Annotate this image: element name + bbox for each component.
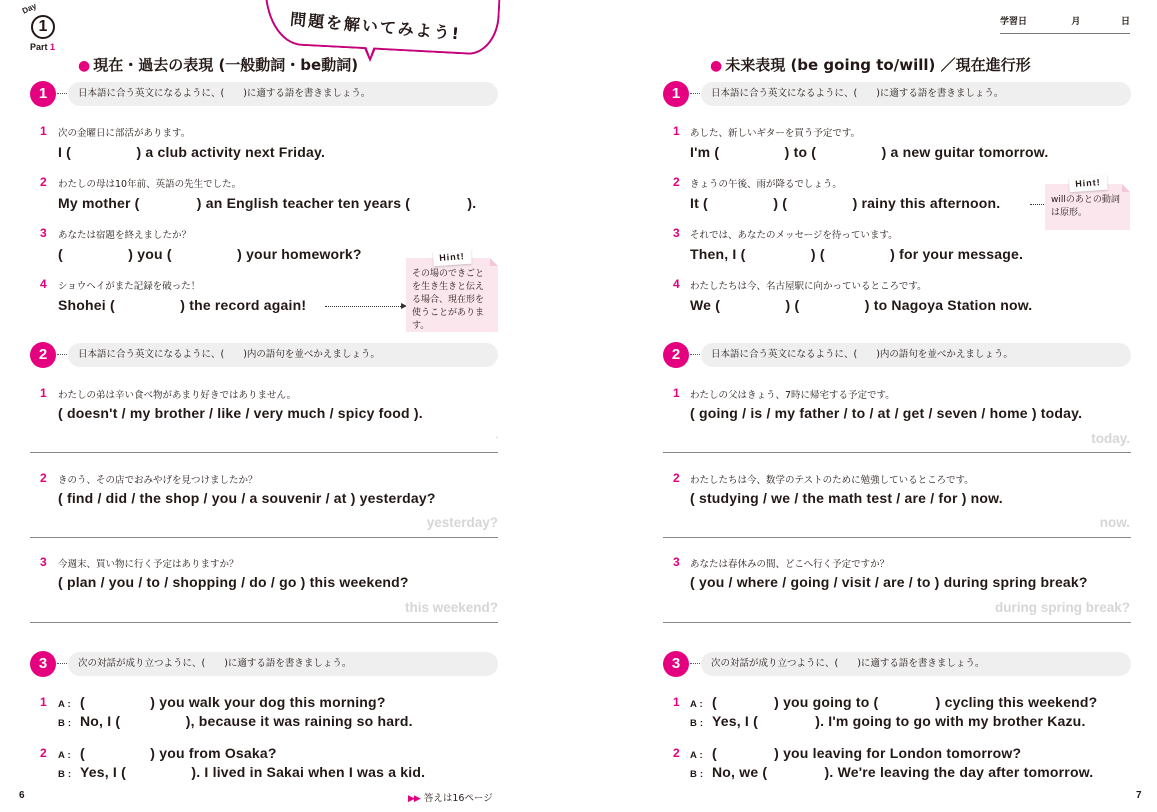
item-number: 2: [40, 175, 47, 189]
question-instruction: 日本語に合う英文になるように、( )に適する語を書きましょう。: [701, 82, 1131, 106]
item-number: 3: [40, 226, 47, 240]
item-number: 1: [673, 386, 680, 400]
speaker-a: A :: [58, 699, 71, 710]
answer-reference-link[interactable]: [408, 790, 493, 804]
item-japanese: きょうの午後、雨が降るでしょう。: [690, 179, 842, 190]
item-japanese: わたしの母は10年前、英語の先生でした。: [58, 179, 242, 190]
item-number: 1: [673, 695, 680, 709]
item-number: 3: [673, 555, 680, 569]
answer-suffix: now.: [1099, 515, 1130, 530]
question-instruction: 次の対話が成り立つように、( )に適する語を書きましょう。: [701, 652, 1131, 676]
page-number: 6: [19, 790, 25, 801]
item-number: 2: [673, 471, 680, 485]
item-japanese: わたしたちは今、名古屋駅に向かっているところです。: [690, 281, 927, 292]
item-number: 1: [40, 124, 47, 138]
item-english-scramble: ( plan / you / to / shopping / do / go ) this weekend?: [58, 574, 409, 590]
dialogue-line-a[interactable]: [690, 694, 1097, 710]
item-english-scramble: ( going / is / my father / to / at / get / seven / home ) today.: [690, 405, 1083, 421]
question-number-badge: 3: [30, 651, 56, 677]
question-instruction: 日本語に合う英文になるように、( )に適する語を書きましょう。: [68, 82, 498, 106]
dialogue-text: ( ) you going to ( ) cycling this weekend?: [712, 694, 1098, 710]
dotted-leader: [57, 663, 67, 664]
right-page: [640, 0, 1157, 812]
part-text: Part: [30, 42, 48, 52]
item-japanese: あなたは宿題を終えましたか？: [58, 230, 192, 241]
item-japanese: あなたは春休みの間、どこへ行く予定ですか？: [690, 559, 890, 570]
bubble-text: 問題を解いてみよう!: [289, 9, 462, 44]
item-number: 3: [673, 226, 680, 240]
item-japanese: わたしの弟は辛い食べ物があまり好きではありません。: [58, 390, 297, 401]
question-instruction: 日本語に合う英文になるように、( )内の語句を並べかえましょう。: [68, 343, 498, 367]
study-date[interactable]: [1000, 14, 1130, 34]
answer-line[interactable]: [663, 537, 1131, 538]
item-japanese: きのう、その店でおみやげを見つけましたか？: [58, 475, 258, 486]
item-number: 2: [673, 746, 680, 760]
speaker-a: A :: [690, 750, 703, 761]
item-english-scramble: ( find / did / the shop / you / a souvenir / at ) yesterday?: [58, 490, 436, 506]
item-english-blank[interactable]: My mother ( ) an English teacher ten years ( ).: [58, 195, 477, 211]
section-title-text: 現在・過去の表現 (一般動詞・be動詞): [93, 56, 359, 74]
answer-suffix: .: [495, 430, 498, 440]
dotted-leader: [690, 354, 700, 355]
item-english-scramble: ( studying / we / the math test / are / for ) now.: [690, 490, 1003, 506]
question-header-2: [30, 342, 498, 368]
speech-bubble-tail-fill: [366, 46, 374, 57]
dialogue-text: No, we ( ). We're leaving the day after tomorrow.: [712, 764, 1094, 780]
hint-text: その場のできごとを生き生きと伝える場合、現在形を使うことがあります。: [412, 269, 485, 331]
speaker-b: B :: [690, 769, 704, 780]
dotted-leader: [690, 93, 700, 94]
hint-text: willのあとの動詞は原形。: [1051, 195, 1120, 218]
question-header-2: [663, 342, 1131, 368]
study-date-label: 学習日: [1000, 17, 1028, 27]
dialogue-text: No, I ( ), because it was raining so hard.: [80, 713, 413, 729]
dialogue-line-b[interactable]: [58, 713, 413, 729]
item-number: 4: [673, 277, 680, 291]
study-date-month: 月: [1071, 17, 1081, 27]
part-number: 1: [50, 42, 56, 52]
answer-line[interactable]: [30, 452, 498, 453]
item-number: 2: [40, 746, 47, 760]
item-english-blank[interactable]: I'm ( ) to ( ) a new guitar tomorrow.: [690, 144, 1049, 160]
item-english-blank[interactable]: We ( ) ( ) to Nagoya Station now.: [690, 297, 1033, 313]
dialogue-text: Yes, I ( ). I'm going to go with my brother Kazu.: [712, 713, 1086, 729]
item-english-blank[interactable]: ( ) you ( ) your homework?: [58, 246, 362, 262]
hint-tag: Hint!: [1068, 175, 1106, 193]
speaker-b: B :: [690, 718, 704, 729]
answer-reference-text: 答えは16ページ: [423, 793, 493, 804]
question-header-3: [663, 651, 1131, 677]
dialogue-text: ( ) you walk your dog this morning?: [80, 694, 386, 710]
dialogue-line-a[interactable]: [58, 745, 277, 761]
hint-note: [1045, 177, 1130, 230]
question-header-3: [30, 651, 498, 677]
question-number-badge: 2: [30, 342, 56, 368]
item-english-scramble: ( doesn't / my brother / like / very much / spicy food ).: [58, 405, 423, 421]
speaker-a: A :: [690, 699, 703, 710]
answer-suffix: this weekend?: [404, 600, 498, 615]
day-label: Day: [20, 1, 38, 16]
double-arrow-icon: ▶▶: [408, 794, 420, 804]
dotted-leader: [57, 354, 67, 355]
bullet-dot-icon: ●: [710, 58, 723, 74]
item-japanese: 次の金曜日に部活があります。: [58, 128, 191, 139]
question-instruction: 次の対話が成り立つように、( )に適する語を書きましょう。: [68, 652, 498, 676]
dialogue-text: ( ) you leaving for London tomorrow?: [712, 745, 1022, 761]
study-date-day: 日: [1120, 17, 1130, 27]
question-header-1: [663, 81, 1131, 107]
left-page: [0, 0, 520, 812]
section-title: [710, 54, 1031, 75]
item-number: 1: [673, 124, 680, 138]
item-japanese: ショウヘイがまた記録を破った！: [58, 281, 201, 292]
item-english-blank[interactable]: Then, I ( ) ( ) for your message.: [690, 246, 1024, 262]
speaker-a: A :: [58, 750, 71, 761]
item-english-blank[interactable]: It ( ) ( ) rainy this afternoon.: [690, 195, 1001, 211]
item-number: 3: [40, 555, 47, 569]
section-title-text: 未来表現 (be going to/will) ／現在進行形: [725, 56, 1031, 74]
hint-note: [406, 251, 498, 332]
answer-suffix: yesterday?: [426, 515, 498, 530]
speaker-b: B :: [58, 718, 72, 729]
dialogue-text: ( ) you from Osaka?: [80, 745, 277, 761]
item-english-scramble: ( you / where / going / visit / are / to ) during spring break?: [690, 574, 1088, 590]
dotted-leader: [57, 93, 67, 94]
item-english-blank[interactable]: I ( ) a club activity next Friday.: [58, 144, 326, 160]
answer-suffix: during spring break?: [994, 600, 1130, 615]
dialogue-line-a[interactable]: [58, 694, 386, 710]
item-japanese: あした、新しいギターを買う予定です。: [690, 128, 861, 139]
answer-line[interactable]: [30, 537, 498, 538]
hint-tag: Hint!: [433, 249, 471, 267]
item-japanese: わたしの父はきょう、7時に帰宅する予定です。: [690, 390, 895, 401]
speaker-b: B :: [58, 769, 72, 780]
dialogue-line-a[interactable]: [690, 745, 1021, 761]
section-title: [78, 54, 358, 75]
part-label: [30, 42, 55, 52]
question-number-badge: 1: [30, 81, 56, 107]
item-number: 1: [40, 695, 47, 709]
question-header-1: [30, 81, 498, 107]
question-number-badge: 1: [663, 81, 689, 107]
dialogue-text: Yes, I ( ). I lived in Sakai when I was a kid.: [80, 764, 426, 780]
question-number-badge: 3: [663, 651, 689, 677]
day-number-badge: 1: [31, 15, 55, 39]
item-number: 2: [40, 471, 47, 485]
item-number: 2: [673, 175, 680, 189]
item-japanese: それでは、あなたのメッセージを待っています。: [690, 230, 898, 241]
item-number: 4: [40, 277, 47, 291]
dotted-leader: [690, 663, 700, 664]
dialogue-line-b[interactable]: [690, 713, 1086, 729]
dialogue-line-b[interactable]: [690, 764, 1093, 780]
answer-line[interactable]: [30, 622, 498, 623]
question-number-badge: 2: [663, 342, 689, 368]
item-number: 1: [40, 386, 47, 400]
question-instruction: 日本語に合う英文になるように、( )内の語句を並べかえましょう。: [701, 343, 1131, 367]
dialogue-line-b[interactable]: [58, 764, 425, 780]
item-english-blank[interactable]: Shohei ( ) the record again!: [58, 297, 307, 313]
answer-suffix: today.: [1091, 431, 1130, 446]
answer-line[interactable]: [663, 622, 1131, 623]
bullet-dot-icon: ●: [78, 58, 91, 74]
page-number: 7: [1136, 790, 1142, 801]
item-japanese: わたしたちは今、数学のテストのために勉強しているところです。: [690, 475, 974, 486]
answer-line[interactable]: [663, 452, 1131, 453]
item-japanese: 今週末、買い物に行く予定はありますか？: [58, 559, 239, 570]
hint-arrow-icon: [325, 306, 403, 307]
